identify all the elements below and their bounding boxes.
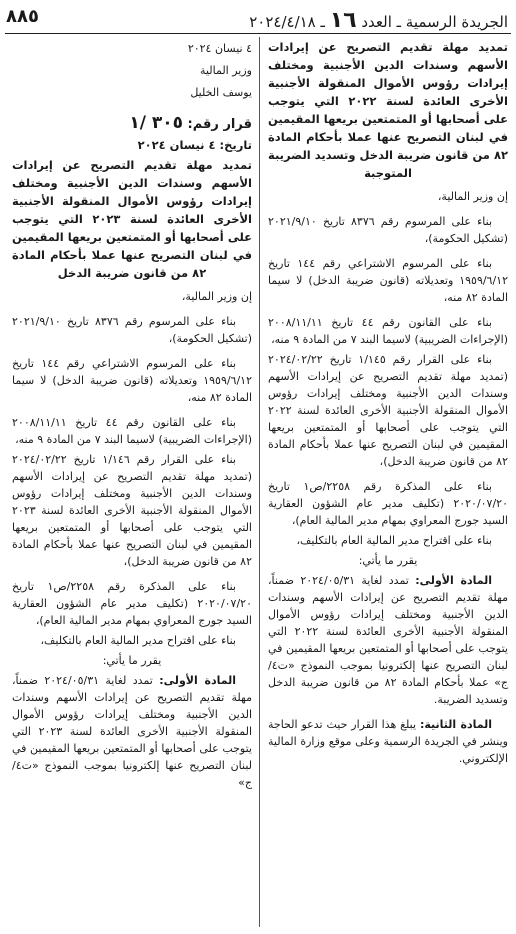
minister-intro: إن وزير المالية، (437, 190, 508, 203)
recital-4: بناء على القرار رقم ١/١٤٥ تاريخ ٢٠٢٤/٠٢/٢٢ (تمديد مهلة تقديم التصريح عن إيرادات الأسهم وسندات الدين الأجنبية ومختلف إيرادات رؤوس الأموال المنقولة الأجنبية الأخرى العائدة لسنة ٢٠٢٢ التي يتوجب على أصحابها أو المتمتعين بريعها المقيمين في لبنان التصريح عنها عملا بأحكام المادة ٨٢ من قانون ضريبة الدخل)، (268, 353, 508, 468)
signature-name: يوسف الخليل (190, 86, 252, 99)
issue-date: ـ ٢٠٢٤/٤/١٨ (249, 13, 325, 31)
header-rule (5, 33, 511, 34)
article-2-label: المادة الثانية: (419, 718, 492, 731)
decision-title: تمديد مهلة تقديم التصريح عن إيرادات الأسهم وسندات الدين الأجنبية ومختلف إيرادات رؤوس الأموال المنقولة الأجنبية الأخرى العائدة لسنة ٢٠٢٣ التي يتوجب على أصحابها أو المتمتعين بريعها المقيمين في لبنان التصريح عنها عملا بأحكام المادة ٨٢ من قانون ضريبة الدخل (12, 158, 253, 280)
article-1 (12, 672, 252, 791)
recital-3: بناء على القانون رقم ٤٤ تاريخ ٢٠٠٨/١١/١١ (الإجراءات الضريبية) لاسيما البند ٧ من المادة ٩ منه، (268, 316, 508, 346)
decides-line: يقرر ما يأتي: (102, 654, 162, 667)
article-1-label: المادة الأولى: (159, 674, 237, 687)
decides-line: يقرر ما يأتي: (358, 554, 418, 567)
recital-5: بناء على المذكرة رقم ٢٢٥٨/ص١ تاريخ ٢٠٢٠/٠٧/٢٠ (تكليف مدير عام الشؤون العقارية السيد جورج المعراوي بمهام مدير المالية العام)، (12, 580, 252, 627)
issue-number: ١٦ (329, 8, 357, 33)
minister-intro: إن وزير المالية، (181, 290, 252, 303)
column-divider (259, 37, 260, 927)
recital-6: بناء على اقتراح مدير المالية العام بالتكليف، (296, 534, 492, 547)
article-2-text: يبلغ هذا القرار حيث تدعو الحاجة وينشر في الجريدة الرسمية وعلى موقع وزارة المالية الإلكتروني. (268, 718, 508, 765)
recital-2: بناء على المرسوم الاشتراعي رقم ١٤٤ تاريخ ١٩٥٩/٦/١٢ وتعديلاته (قانون ضريبة الدخل) لا سيما المادة ٨٢ منه، (268, 257, 508, 304)
right-column (268, 38, 508, 770)
page-header (0, 0, 516, 34)
decision-heading (12, 112, 252, 136)
decision-title: تمديد مهلة تقديم التصريح عن إيرادات الأسهم وسندات الدين الأجنبية ومختلف إيرادات رؤوس الأموال المنقولة الأجنبية الأخرى العائدة لسنة ٢٠٢٢ التي يتوجب على أصحابها أو المتمتعين بريعها المقيمين في لبنان التصريح عنها عملا بأحكام المادة ٨٢ من قانون ضريبة الدخل وتسديد الضريبة المتوجبة (268, 40, 509, 180)
gazette-header (249, 8, 508, 33)
recital-4: بناء على القرار رقم ١/١٤٦ تاريخ ٢٠٢٤/٠٢/٢٢ (تمديد مهلة تقديم التصريح عن إيرادات الأسهم وسندات الدين الأجنبية ومختلف إيرادات رؤوس الأموال المنقولة الأجنبية الأخرى العائدة لسنة ٢٠٢٣ التي يتوجب على أصحابها أو المتمتعين بريعها المقيمين في لبنان التصريح عنها عملا بأحكام المادة ٨٢ من قانون ضريبة الدخل)، (12, 453, 252, 568)
article-1 (268, 572, 508, 708)
recital-3: بناء على القانون رقم ٤٤ تاريخ ٢٠٠٨/١١/١١ (الإجراءات الضريبية) لاسيما البند ٧ من المادة ٩ منه، (12, 416, 252, 446)
recital-5: بناء على المذكرة رقم ٢٢٥٨/ص١ تاريخ ٢٠٢٠/٠٧/٢٠ (تكليف مدير عام الشؤون العقارية السيد جورج المعراوي بمهام مدير المالية العام)، (268, 480, 508, 527)
article-2 (268, 716, 508, 767)
recital-6: بناء على اقتراح مدير المالية العام بالتكليف، (40, 634, 236, 647)
page-number: ٨٨٥ (6, 6, 39, 27)
article-1-label: المادة الأولى: (415, 574, 493, 587)
article-1-text: تمدد لغاية ٢٠٢٤/٠٥/٣١ ضمناً، مهلة تقديم التصريح عن إيرادات الأسهم وسندات الدين الأجنبية ومختلف إيرادات رؤوس الأموال المنقولة الأجنبية الأخرى العائدة لسنة ٢٠٢٢ التي يتوجب على أصحابها أو المتمتعين بريعها المقيمين في لبنان التصريح عنها إلكترونيا بموجب النموذج «ت٤/ج» عملا بأحكام المادة ٨٢ من قانون ضريبة الدخل وتسديد الضريبة. (268, 574, 508, 706)
decision-label: قرار رقم: (187, 117, 252, 132)
recital-1: بناء على المرسوم رقم ٨٣٧٦ تاريخ ٢٠٢١/٩/١٠ (تشكيل الحكومة)، (12, 315, 252, 345)
recital-1: بناء على المرسوم رقم ٨٣٧٦ تاريخ ٢٠٢١/٩/١٠ (تشكيل الحكومة)، (268, 215, 508, 245)
publication-name: الجريدة الرسمية ـ العدد (361, 13, 508, 31)
article-1-text: تمدد لغاية ٢٠٢٤/٠٥/٣١ ضمناً، مهلة تقديم التصريح عن إيرادات الأسهم وسندات الدين الأجنبية ومختلف إيرادات رؤوس الأموال المنقولة الأجنبية الأخرى العائدة لسنة ٢٠٢٣ التي يتوجب على أصحابها أو المتمتعين بريعها المقيمين في لبنان التصريح عنها إلكترونيا بموجب النموذج «ت٤/ج» (12, 674, 252, 789)
recital-2: بناء على المرسوم الاشتراعي رقم ١٤٤ تاريخ ١٩٥٩/٦/١٢ وتعديلاته (قانون ضريبة الدخل) لا سيما المادة ٨٢ منه، (12, 357, 252, 404)
decision-number: ٣٠٥ /١ (129, 113, 183, 133)
signature-date: ٤ نيسان ٢٠٢٤ (187, 42, 252, 55)
signature-role: وزير المالية (200, 64, 252, 77)
left-column (12, 38, 252, 794)
decision-date: تاريخ: ٤ نيسان ٢٠٢٤ (137, 138, 252, 152)
